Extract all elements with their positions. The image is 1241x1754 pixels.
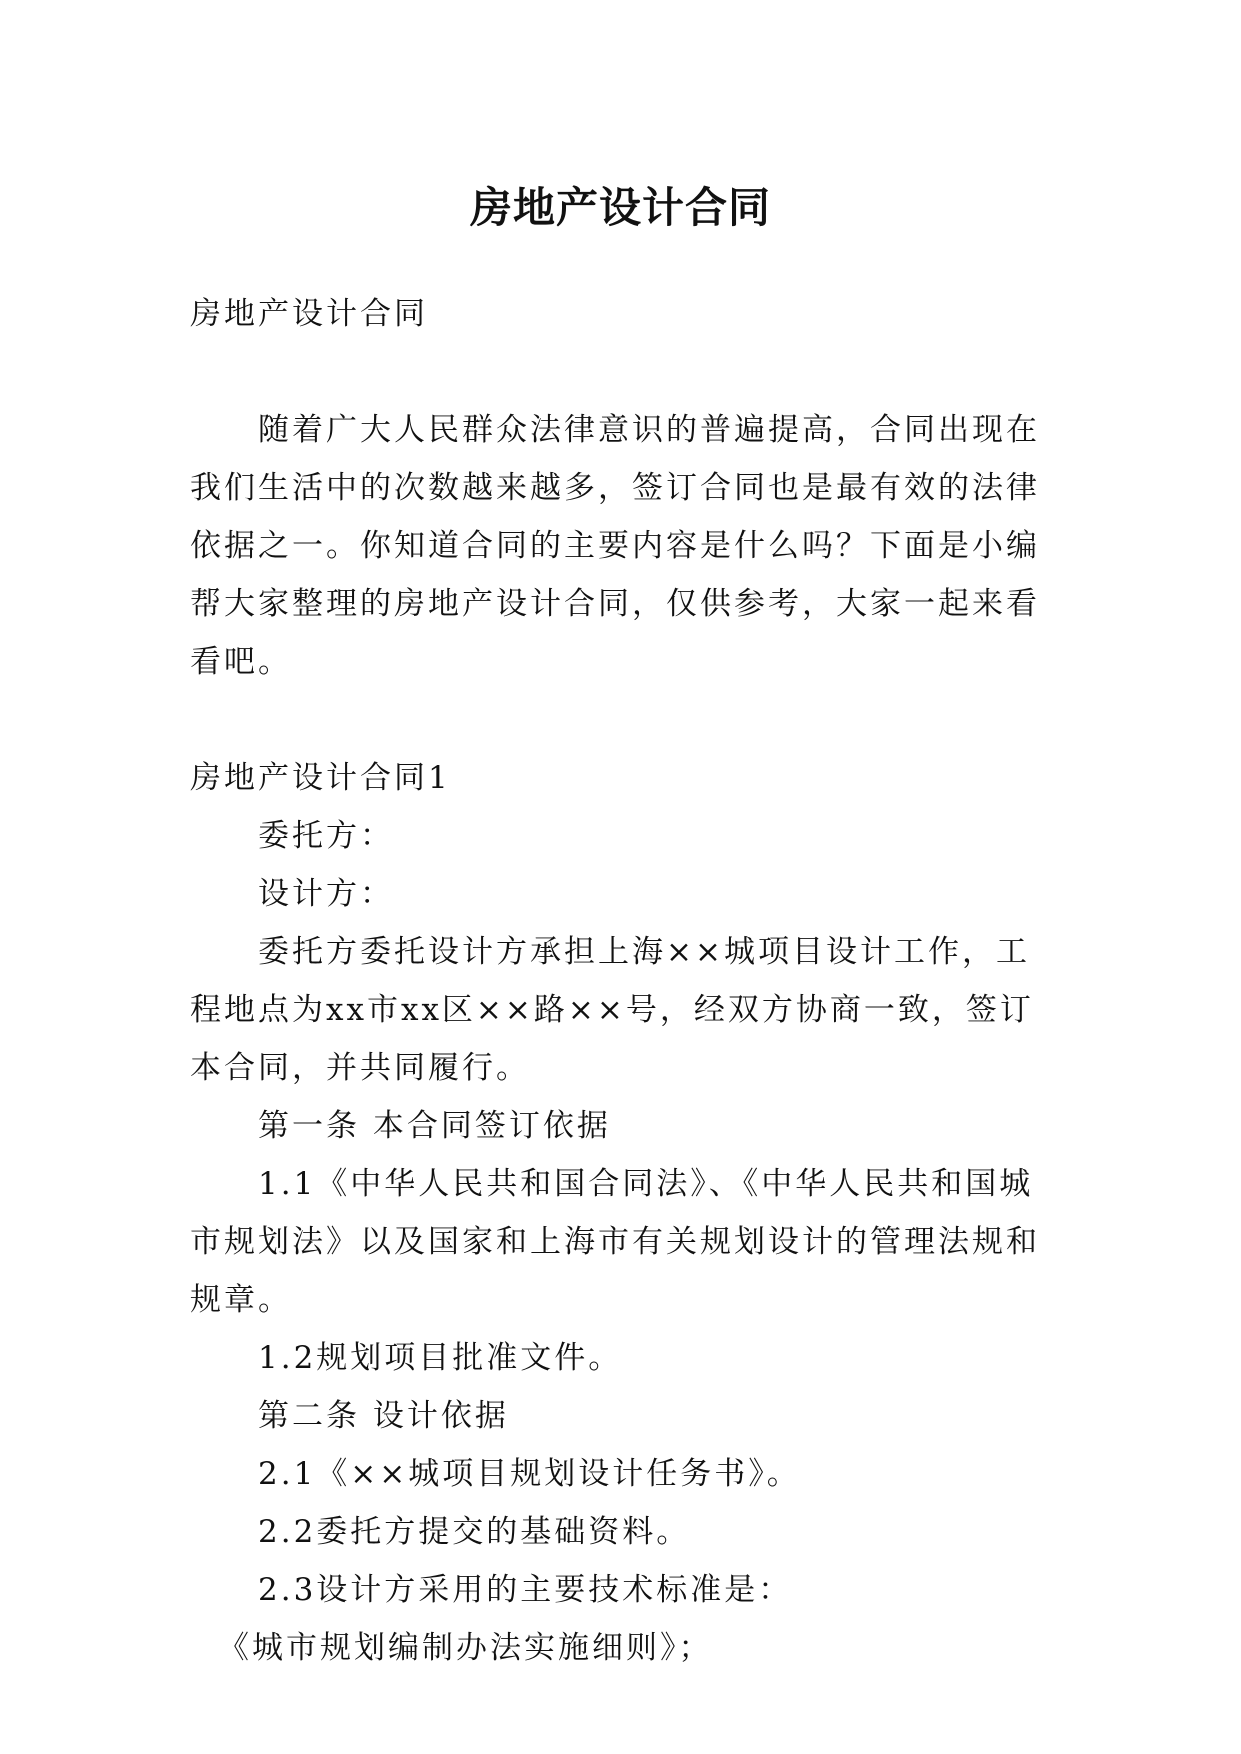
client-label: 委托方： bbox=[258, 818, 394, 854]
standard-item1: 《城市规划编制办法实施细则》； bbox=[218, 1630, 713, 1666]
article2-item3: 2.3设计方采用的主要技术标准是： bbox=[258, 1572, 793, 1608]
designer-label: 设计方： bbox=[258, 876, 394, 912]
document-subtitle: 房地产设计合同 bbox=[190, 296, 428, 332]
document-body bbox=[190, 285, 1060, 1677]
intro-paragraph: 随着广大人民群众法律意识的普遍提高，合同出现在我们生活中的次数越来越多，签订合同也是最有效的法律依据之一。你知道合同的主要内容是什么吗？下面是小编帮大家整理的房地产设计合同，仅供参考，大家一起来看看吧。 bbox=[190, 412, 1040, 680]
document-title: 房地产设计合同 bbox=[469, 183, 771, 233]
article2-heading: 第二条 设计依据 bbox=[258, 1398, 509, 1434]
article1-heading: 第一条 本合同签订依据 bbox=[258, 1108, 611, 1144]
clause-intro-paragraph: 委托方委托设计方承担上海××城项目设计工作，工程地点为xx市xx区××路××号，经双方协商一致，签订本合同，并共同履行。 bbox=[190, 934, 1034, 1086]
article2-item2: 2.2委托方提交的基础资料。 bbox=[258, 1514, 691, 1550]
article1-item1: 1.1《中华人民共和国合同法》、《中华人民共和国城市规划法》以及国家和上海市有关规划设计的管理法规和规章。 bbox=[190, 1166, 1040, 1318]
section-heading: 房地产设计合同1 bbox=[190, 760, 451, 796]
article2-item1: 2.1《××城项目规划设计任务书》。 bbox=[258, 1456, 801, 1492]
article1-item2: 1.2规划项目批准文件。 bbox=[258, 1340, 623, 1376]
